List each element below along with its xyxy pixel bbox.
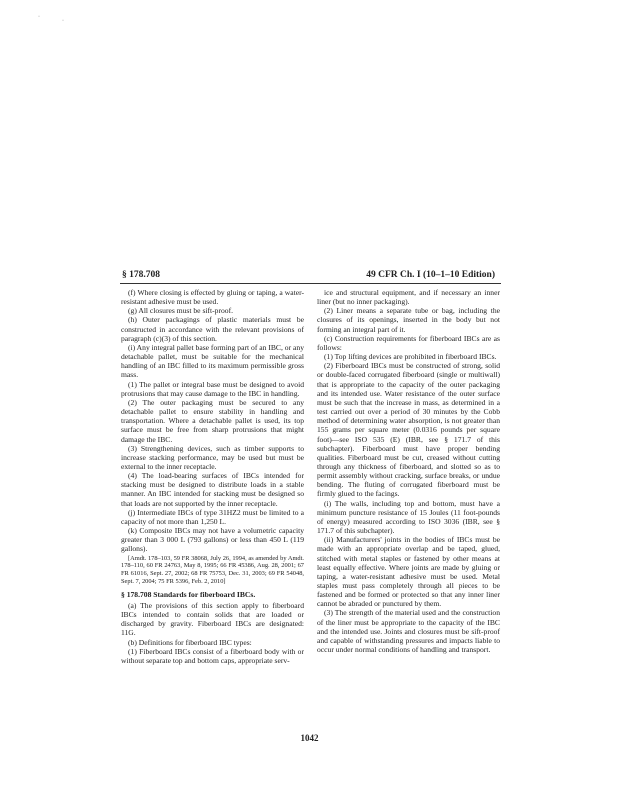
left-text-column — [121, 288, 304, 665]
paragraph: (b) Definitions for fiberboard IBC types: — [128, 637, 252, 647]
header-rule — [120, 283, 501, 284]
paragraph: (1) Top lifting devices are prohibited in fiberboard IBCs. — [324, 352, 497, 362]
paragraph: (1) The pallet or integral base must be designed to avoid protrusions that may cause damage to the IBC in handling. — [121, 379, 304, 398]
paragraph: (f) Where closing is effected by gluing or taping, a water-resistant adhesive must be used. — [121, 288, 304, 307]
paragraph: (1) Fiberboard IBCs consist of a fiberboard body with or without separate top and bottom caps, appropriate serv- — [121, 646, 304, 665]
right-text-column — [317, 288, 500, 654]
paragraph: (j) Intermediate IBCs of type 31HZ2 must be limited to a capacity of not more than 1,250 L. — [121, 507, 304, 526]
running-header-title: 49 CFR Ch. I (10–1–10 Edition) — [366, 270, 495, 280]
paragraph: (i) Any integral pallet base forming part of an IBC, or any detachable pallet, must be suitable for the mechanical handling of an IBC filled to its maximum permissible gross mass. — [121, 342, 304, 380]
paragraph: ice and structural equipment, and if necessary an inner liner (but no inner packaging). — [317, 288, 500, 307]
paragraph: (h) Outer packagings of plastic materials must be constructed in accordance with the relevant provisions of paragraph (c)(3) of this section. — [121, 315, 304, 343]
scan-speck: · — [38, 14, 40, 20]
paragraph: (g) All closures must be sift-proof. — [128, 306, 234, 316]
paragraph: (4) The load-bearing surfaces of IBCs intended for stacking must be designed to distribute loads in a stable manner. An IBC intended for stacking must be designed so that loads are not supported by the inner receptacle. — [121, 471, 304, 508]
scan-speck: · — [62, 18, 64, 24]
paragraph: (k) Composite IBCs may not have a volumetric capacity greater than 3 000 L (793 gallons) or less than 450 L (119 gallons). — [121, 526, 304, 554]
paragraph: (3) The strength of the material used and the construction of the liner must be appropriate to the capacity of the IBC and the intended use. Joints and closures must be sift-proof and capable of withstanding pressures and impacts liable to occur under normal conditions of handling and transport. — [317, 608, 500, 655]
paragraph: (2) The outer packaging must be secured to any detachable pallet to ensure stability in handling and transportation. Where a detachable pallet is used, its top surface must be free from sharp protrusions that might damage the IBC. — [121, 397, 304, 444]
paragraph: (i) The walls, including top and bottom, must have a minimum puncture resistance of 15 Joules (11 foot-pounds of energy) measured according to ISO 3036 (IBR, see § 171.7 of this subchapter). — [317, 498, 500, 536]
paragraph: (2) Liner means a separate tube or bag, including the closures of its openings, inserted in the body but not forming an integral part of it. — [317, 306, 500, 334]
paragraph: (c) Construction requirements for fiberboard IBCs are as follows: — [317, 333, 500, 352]
paragraph: (a) The provisions of this section apply to fiberboard IBCs intended to contain solids that are loaded or discharged by gravity. Fiberboard IBCs are designated: 11G. — [121, 600, 304, 638]
amendment-citation: [Amdt. 178–103, 59 FR 38068, July 26, 1994, as amended by Amdt. 178–110, 60 FR 24763, May 8, 1995; 66 FR 45386, Aug. 28, 2001; 67 FR 61016, Sept. 27, 2002; 68 FR 75753, Dec. 31, 2003; 69 FR 54048, Sept. 7, 2004; 75 FR 5396, Feb. 2, 2010] — [121, 554, 304, 585]
paragraph: (3) Strengthening devices, such as timber supports to increase stacking performance, may be used but must be external to the inner receptacle. — [121, 443, 304, 471]
paragraph: (ii) Manufacturers' joints in the bodies of IBCs must be made with an appropriate overlap and be taped, glued, stitched with metal staples or fastened by other means at least equally effective. Where joints are made by gluing or taping, a water-resistant adhesive must be used. Metal staples must pass completely through all pieces to be fastened and be formed or protected so that any inner liner cannot be abraded or punctured by them. — [317, 535, 500, 609]
running-header-section: § 178.708 — [122, 270, 160, 280]
page-number: 1042 — [300, 733, 319, 743]
section-heading: § 178.708 Standards for fiberboard IBCs. — [121, 589, 256, 599]
paragraph: (2) Fiberboard IBCs must be constructed of strong, solid or double-faced corrugated fiberboard (single or multiwall) that is appropriate to the capacity of the outer packaging and its intended use. Water resistance of the outer surface must be such that the increase in mass, as determined in a test carried out over a period of 30 minutes by the Cobb method of determining water absorption, is not greater than 155 grams per square meter (0.0316 pounds per square foot)—see ISO 535 (E) (IBR, see § 171.7 of this subchapter). Fiberboard must have proper bending qualities. Fiberboard must be cut, creased without cutting through any thickness of fiberboard, and slotted so as to permit assembly without cracking, surface breaks, or undue bending. The fluting of corrugated fiberboard must be firmly glued to the facings. — [317, 361, 500, 499]
